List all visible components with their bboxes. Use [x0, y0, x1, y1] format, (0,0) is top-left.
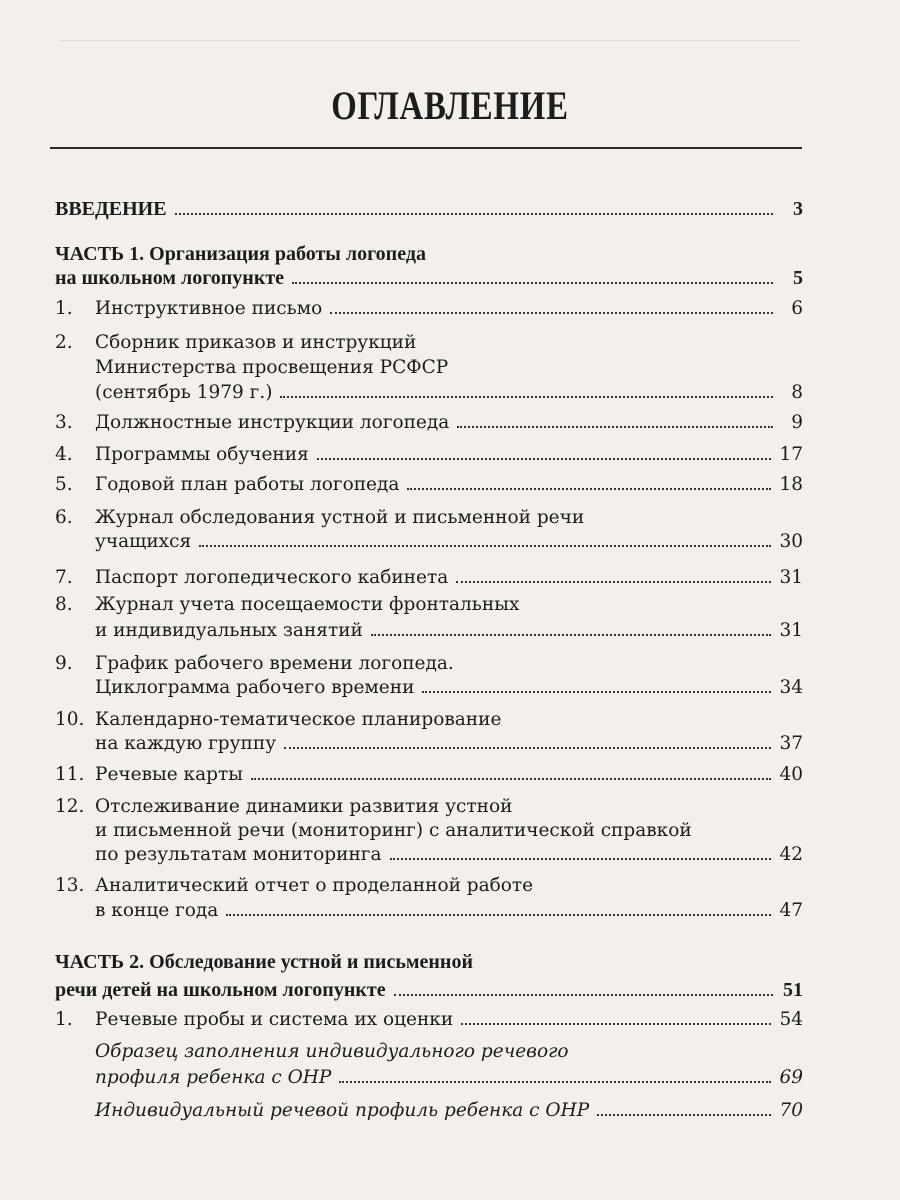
page-number: 51	[783, 979, 803, 1001]
page-number: 17	[779, 444, 803, 465]
entry-number: 10.	[55, 709, 85, 730]
entry-label: Должностные инструкции логопеда	[95, 412, 450, 433]
entry-label: Индивидуальный речевой профиль ребенка с ОНР	[95, 1100, 590, 1121]
page-number: 6	[791, 298, 803, 319]
toc-entry-line[interactable]	[55, 1099, 803, 1123]
entry-number: 11.	[55, 764, 85, 785]
toc-entry-line[interactable]	[55, 819, 803, 843]
dot-leader	[394, 994, 773, 996]
entry-number: 5.	[55, 474, 73, 495]
toc-entry-line[interactable]	[55, 732, 803, 756]
entry-label: Журнал учета посещаемости фронтальных	[95, 594, 520, 615]
dot-leader	[226, 914, 771, 916]
toc-entry-intro[interactable]	[55, 197, 803, 221]
dot-leader	[175, 213, 773, 215]
dot-leader	[284, 747, 771, 749]
page-number: 70	[779, 1100, 803, 1121]
toc-entry-line[interactable]	[55, 708, 803, 732]
toc-entry-line[interactable]	[55, 593, 803, 617]
entry-label: График рабочего времени логопеда.	[95, 653, 454, 674]
page-number: 9	[791, 412, 803, 433]
page-number: 3	[793, 198, 803, 220]
entry-number: 8.	[55, 594, 73, 615]
entry-label: Отслеживание динамики развития устной	[95, 796, 513, 817]
toc-entry-line[interactable]	[55, 843, 803, 867]
toc-entry-line[interactable]	[55, 652, 803, 676]
page-number: 31	[779, 567, 803, 588]
entry-label: и письменной речи (мониторинг) с аналитической справкой	[95, 820, 692, 841]
entry-number: 7.	[55, 567, 73, 588]
entry-number: 3.	[55, 412, 73, 433]
page-number: 18	[779, 474, 803, 495]
toc-entry-line[interactable]	[55, 530, 803, 554]
dot-leader	[457, 426, 773, 428]
entry-label: речи детей на школьном логопункте	[55, 979, 386, 1001]
toc-part2-line: ЧАСТЬ 2. Обследование устной и письменной	[55, 951, 473, 973]
toc-part1-line: ЧАСТЬ 1. Организация работы логопеда	[55, 243, 426, 265]
toc-entry-line[interactable]	[55, 795, 803, 819]
dot-leader	[461, 1023, 771, 1025]
entry-number: 4.	[55, 444, 73, 465]
entry-label: (сентябрь 1979 г.)	[95, 382, 273, 403]
entry-label: Программы обучения	[95, 444, 309, 465]
page-number: 47	[779, 900, 803, 921]
page-number: 34	[779, 677, 803, 698]
toc-entry-line[interactable]	[55, 506, 803, 530]
page-number: 30	[779, 531, 803, 552]
page-number: 54	[779, 1009, 803, 1030]
entry-label: по результатам мониторинга	[95, 844, 382, 865]
entry-number: 9.	[55, 653, 73, 674]
entry-label: в конце года	[95, 900, 219, 921]
page-number: 69	[779, 1067, 803, 1088]
dot-leader	[371, 634, 772, 636]
page-number: 5	[793, 267, 803, 289]
toc-entry-line[interactable]	[55, 619, 803, 643]
toc-entry-line[interactable]	[55, 297, 803, 321]
page-number: 8	[791, 382, 803, 403]
entry-number: 6.	[55, 507, 73, 528]
toc-entry-line[interactable]	[55, 676, 803, 700]
page-number: 40	[779, 764, 803, 785]
dot-leader	[407, 488, 771, 490]
dot-leader	[251, 778, 772, 780]
entry-label: и индивидуальных занятий	[95, 620, 363, 641]
toc-entry-line[interactable]	[55, 443, 803, 467]
entry-label: на каждую группу	[95, 733, 277, 754]
dot-leader	[456, 581, 771, 583]
dot-leader	[317, 458, 772, 460]
entry-label: Речевые карты	[95, 764, 243, 785]
page-number: 31	[779, 620, 803, 641]
dot-leader	[330, 312, 773, 314]
toc-entry-line[interactable]	[55, 899, 803, 923]
toc-entry-part1[interactable]	[55, 266, 803, 290]
entry-number: 12.	[55, 796, 85, 817]
toc-entry-line[interactable]	[55, 381, 803, 405]
entry-label: ВВЕДЕНИЕ	[55, 198, 167, 220]
entry-label: Сборник приказов и инструкций	[95, 332, 417, 353]
dot-leader	[390, 858, 772, 860]
toc-entry-line[interactable]	[55, 1040, 803, 1064]
toc-entry-part2[interactable]	[55, 978, 803, 1002]
entry-label: профиля ребенка с ОНР	[95, 1067, 332, 1088]
entry-label: Инструктивное письмо	[95, 298, 323, 319]
entry-label: Речевые пробы и система их оценки	[95, 1009, 454, 1030]
entry-label: на школьном логопункте	[55, 267, 285, 289]
entry-number: 1.	[55, 1009, 73, 1030]
entry-label: Годовой план работы логопеда	[95, 474, 400, 495]
dot-leader	[292, 282, 773, 284]
entry-label: учащихся	[95, 531, 192, 552]
dot-leader	[339, 1081, 771, 1083]
entry-label: Образец заполнения индивидуального речевого	[95, 1041, 569, 1062]
page-number: 42	[779, 844, 803, 865]
dot-leader	[199, 545, 771, 547]
entry-number: 1.	[55, 298, 73, 319]
toc-entry-line[interactable]	[55, 874, 803, 898]
dot-leader	[422, 691, 771, 693]
entry-label: Министерства просвещения РСФСР	[95, 357, 449, 378]
toc-entry-line[interactable]	[55, 566, 803, 590]
toc-entry-line[interactable]	[55, 1008, 803, 1032]
dot-leader	[597, 1114, 771, 1116]
toc-entry-line[interactable]	[55, 763, 803, 787]
toc-entry-line[interactable]	[55, 1066, 803, 1090]
toc-entry-line[interactable]	[55, 473, 803, 497]
entry-label: Циклограмма рабочего времени	[95, 677, 415, 698]
entry-number: 13.	[55, 875, 85, 896]
entry-label: Паспорт логопедического кабинета	[95, 567, 449, 588]
dot-leader	[280, 396, 773, 398]
entry-label: Аналитический отчет о проделанной работе	[95, 875, 534, 896]
entry-label: Журнал обследования устной и письменной речи	[95, 507, 585, 528]
page-number: 37	[779, 733, 803, 754]
entry-number: 2.	[55, 332, 73, 353]
title-rule	[50, 147, 802, 149]
toc-entry-line[interactable]	[55, 411, 803, 435]
page-title: ОГЛАВЛЕНИЕ	[331, 83, 569, 128]
toc-entry-line[interactable]	[55, 356, 803, 380]
toc-entry-line[interactable]	[55, 331, 803, 355]
entry-label: Календарно-тематическое планирование	[95, 709, 502, 730]
